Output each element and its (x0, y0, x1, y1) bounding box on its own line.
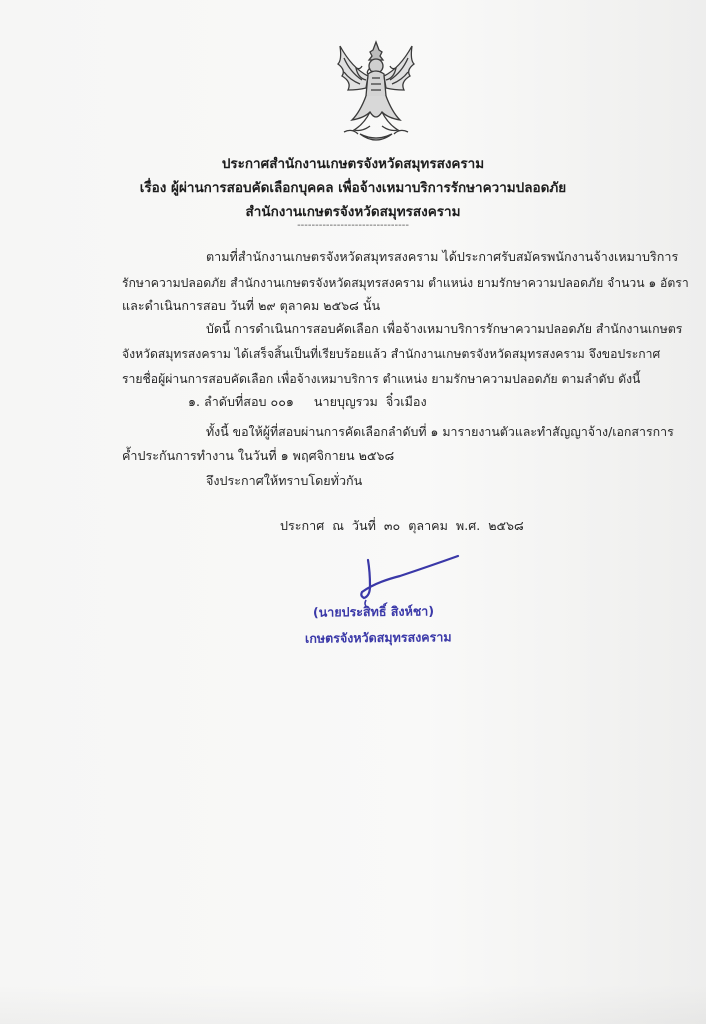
garuda-emblem-icon (330, 38, 422, 146)
closing-statement: จึงประกาศให้ทราบโดยทั่วกัน (206, 473, 363, 488)
paragraph-2-line-1: บัดนี้ การดำเนินการสอบคัดเลือก เพื่อจ้างเหมาบริการรักษาความปลอดภัย สำนักงานเกษตร (206, 321, 683, 336)
announcement-title: ประกาศสำนักงานเกษตรจังหวัดสมุทรสงคราม (221, 156, 485, 172)
paragraph-3-line-1: ทั้งนี้ ขอให้ผู้ที่สอบผ่านการคัดเลือกลำดับที่ ๑ มารายงานตัวและทำสัญญาจ้าง/เอกสารการ (206, 424, 674, 439)
paragraph-1-line-3: และดำเนินการสอบ วันที่ ๒๙ ตุลาคม ๒๕๖๘ นั้น (122, 298, 381, 313)
paragraph-3-line-2: ค้ำประกันการทำงาน ในวันที่ ๑ พฤศจิกายน ๒๕๖๘ (122, 448, 395, 463)
paragraph-2-line-3: รายชื่อผู้ผ่านการสอบคัดเลือก เพื่อจ้างเหมาบริการ ตำแหน่ง ยามรักษาความปลอดภัย ตามลำดับ ดังนี้ (122, 372, 641, 386)
paragraph-1-line-1: ตามที่สำนักงานเกษตรจังหวัดสมุทรสงคราม ได้ประกาศรับสมัครพนักงานจ้างเหมาบริการ (206, 249, 679, 264)
announcement-date: ประกาศ ณ วันที่ ๓๐ ตุลาคม พ.ศ. ๒๕๖๘ (280, 518, 524, 533)
header-divider: ------------------------------- (297, 220, 409, 231)
signatory-title: เกษตรจังหวัดสมุทรสงคราม (304, 629, 452, 646)
office-name: สำนักงานเกษตรจังหวัดสมุทรสงคราม (245, 204, 461, 220)
paragraph-2-line-2: จังหวัดสมุทรสงคราม ได้เสร็จสิ้นเป็นที่เรียบร้อยแล้ว สำนักงานเกษตรจังหวัดสมุทรสงคราม จึงขอประกาศ (122, 347, 661, 361)
signatory-name: (นายประสิทธิ์ สิงห์ชา) (312, 603, 435, 620)
page-shadow (0, 984, 706, 1024)
list-item: ๑. ลำดับที่สอบ ๐๐๑ นายบุญรวม จิ๋วเมือง (188, 394, 427, 409)
subject-line: เรื่อง ผู้ผ่านการสอบคัดเลือกบุคคล เพื่อจ้างเหมาบริการรักษาความปลอดภัย (139, 180, 567, 196)
paragraph-1-line-2: รักษาความปลอดภัย สำนักงานเกษตรจังหวัดสมุทรสงคราม ตำแหน่ง ยามรักษาความปลอดภัย จำนวน ๑ อัตรา (122, 276, 689, 290)
